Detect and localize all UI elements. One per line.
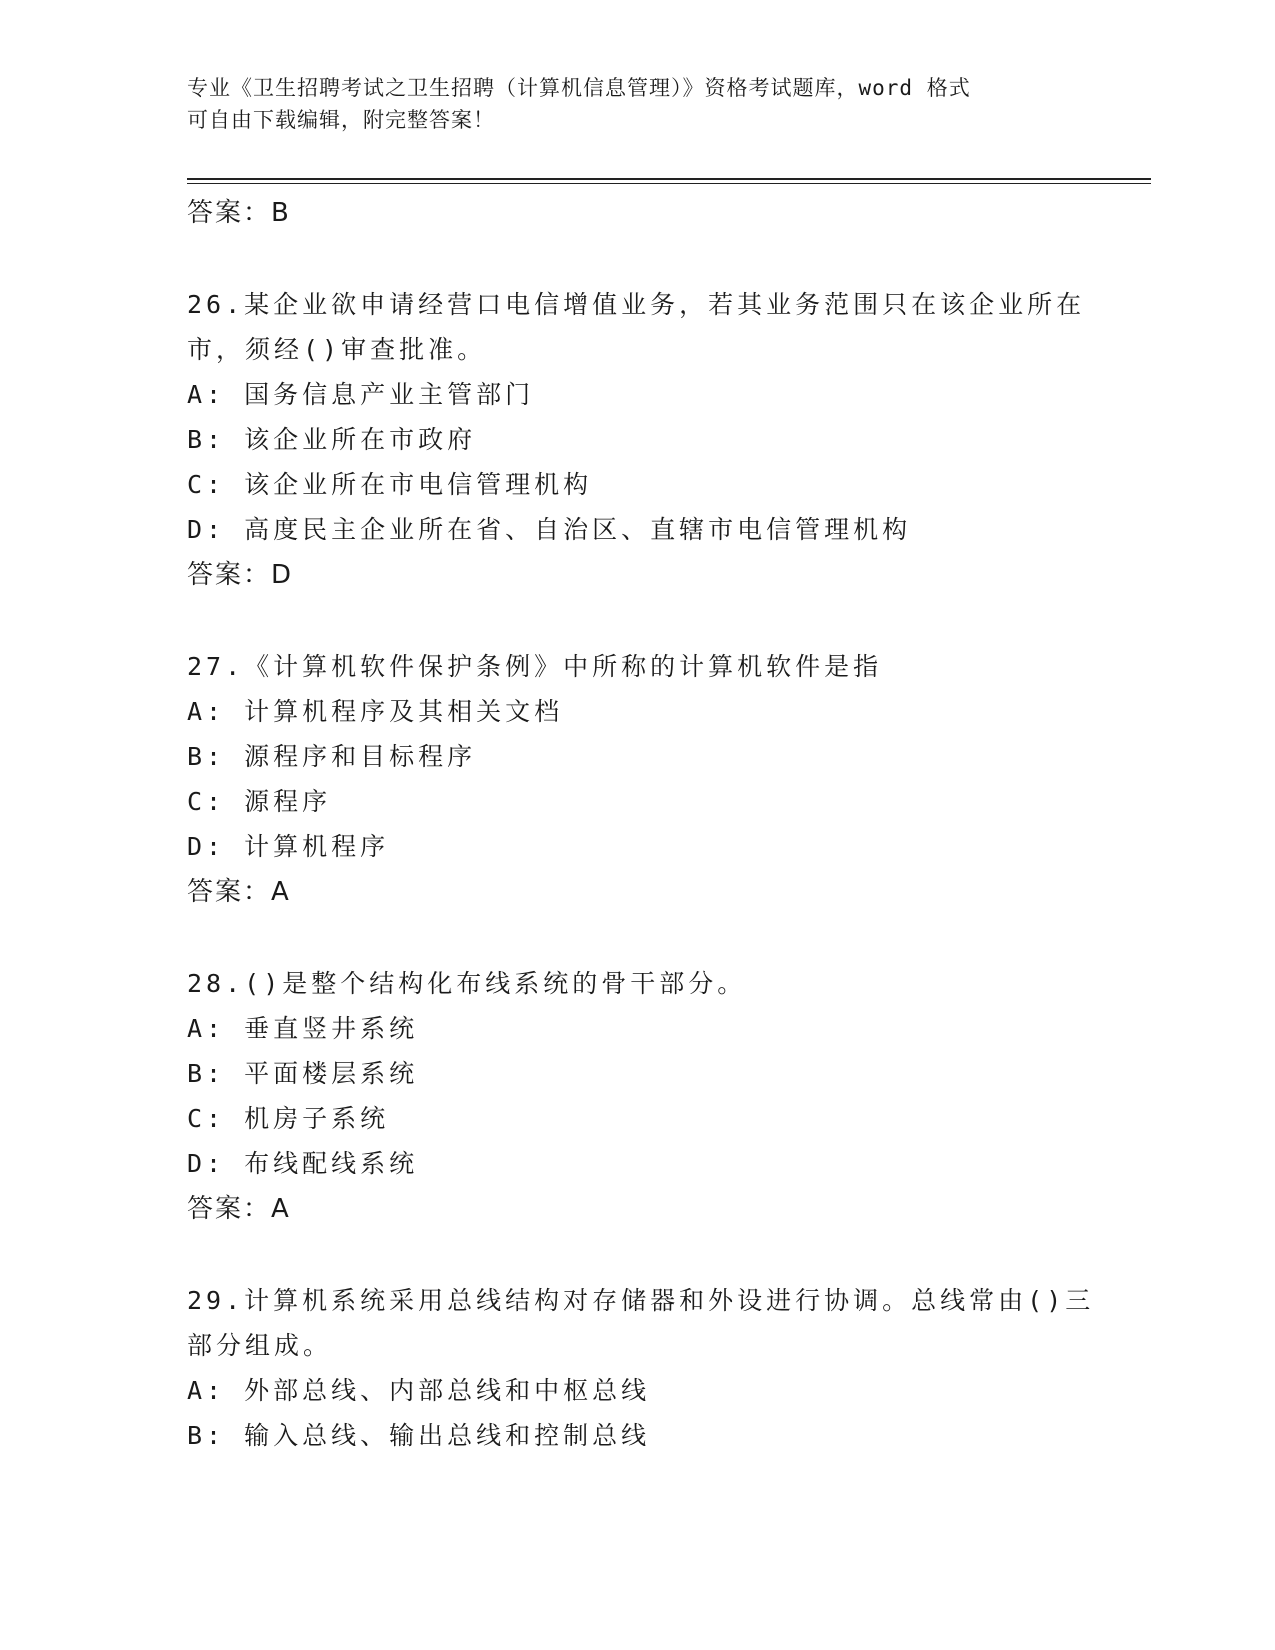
option-b: B: 该企业所在市政府 xyxy=(187,425,477,454)
spacer xyxy=(187,1232,1087,1278)
option-a: A: 垂直竖井系统 xyxy=(187,1014,419,1043)
option-c: C: 机房子系统 xyxy=(187,1104,390,1133)
question-text: 28.()是整个结构化布线系统的骨干部分。 xyxy=(187,969,747,998)
question-text: 部分组成。 xyxy=(187,1331,333,1360)
option-d: D: 布线配线系统 xyxy=(187,1149,419,1178)
page-header xyxy=(187,72,1067,136)
question-29 xyxy=(187,1278,1095,1458)
option-a: A: 计算机程序及其相关文档 xyxy=(187,697,564,726)
answer-label: 答案：D xyxy=(187,560,294,590)
question-27 xyxy=(187,644,1087,915)
header-line-1: 专业《卫生招聘考试之卫生招聘（计算机信息管理）》资格考试题库，word 格式 xyxy=(187,76,971,100)
question-text: 29.计算机系统采用总线结构对存储器和外设进行协调。总线常由()三 xyxy=(187,1286,1095,1315)
option-c: C: 源程序 xyxy=(187,787,332,816)
option-b: B: 输入总线、输出总线和控制总线 xyxy=(187,1421,651,1450)
question-text: 27.《计算机软件保护条例》中所称的计算机软件是指 xyxy=(187,652,883,681)
answer-label: 答案：A xyxy=(187,1194,291,1224)
header-line-2: 可自由下载编辑，附完整答案！ xyxy=(187,108,495,132)
header-divider-thin xyxy=(187,183,1151,184)
option-a: A: 外部总线、内部总线和中枢总线 xyxy=(187,1376,651,1405)
question-list xyxy=(187,190,1095,1458)
question-text: 26.某企业欲申请经营口电信增值业务，若其业务范围只在该企业所在 xyxy=(187,290,1086,319)
question-26 xyxy=(187,282,1087,598)
answer-label: 答案：A xyxy=(187,877,291,907)
spacer xyxy=(187,236,1087,282)
option-d: D: 计算机程序 xyxy=(187,832,390,861)
option-c: C: 该企业所在市电信管理机构 xyxy=(187,470,593,499)
question-text: 市，须经()审查批准。 xyxy=(187,335,487,364)
spacer xyxy=(187,915,1087,961)
header-divider xyxy=(187,178,1151,180)
option-a: A: 国务信息产业主管部门 xyxy=(187,380,535,409)
question-28 xyxy=(187,961,1087,1232)
option-b: B: 源程序和目标程序 xyxy=(187,742,477,771)
option-d: D: 高度民主企业所在省、自治区、直辖市电信管理机构 xyxy=(187,515,912,544)
option-b: B: 平面楼层系统 xyxy=(187,1059,419,1088)
answer-label: 答案：B xyxy=(187,198,291,228)
spacer xyxy=(187,598,1087,644)
